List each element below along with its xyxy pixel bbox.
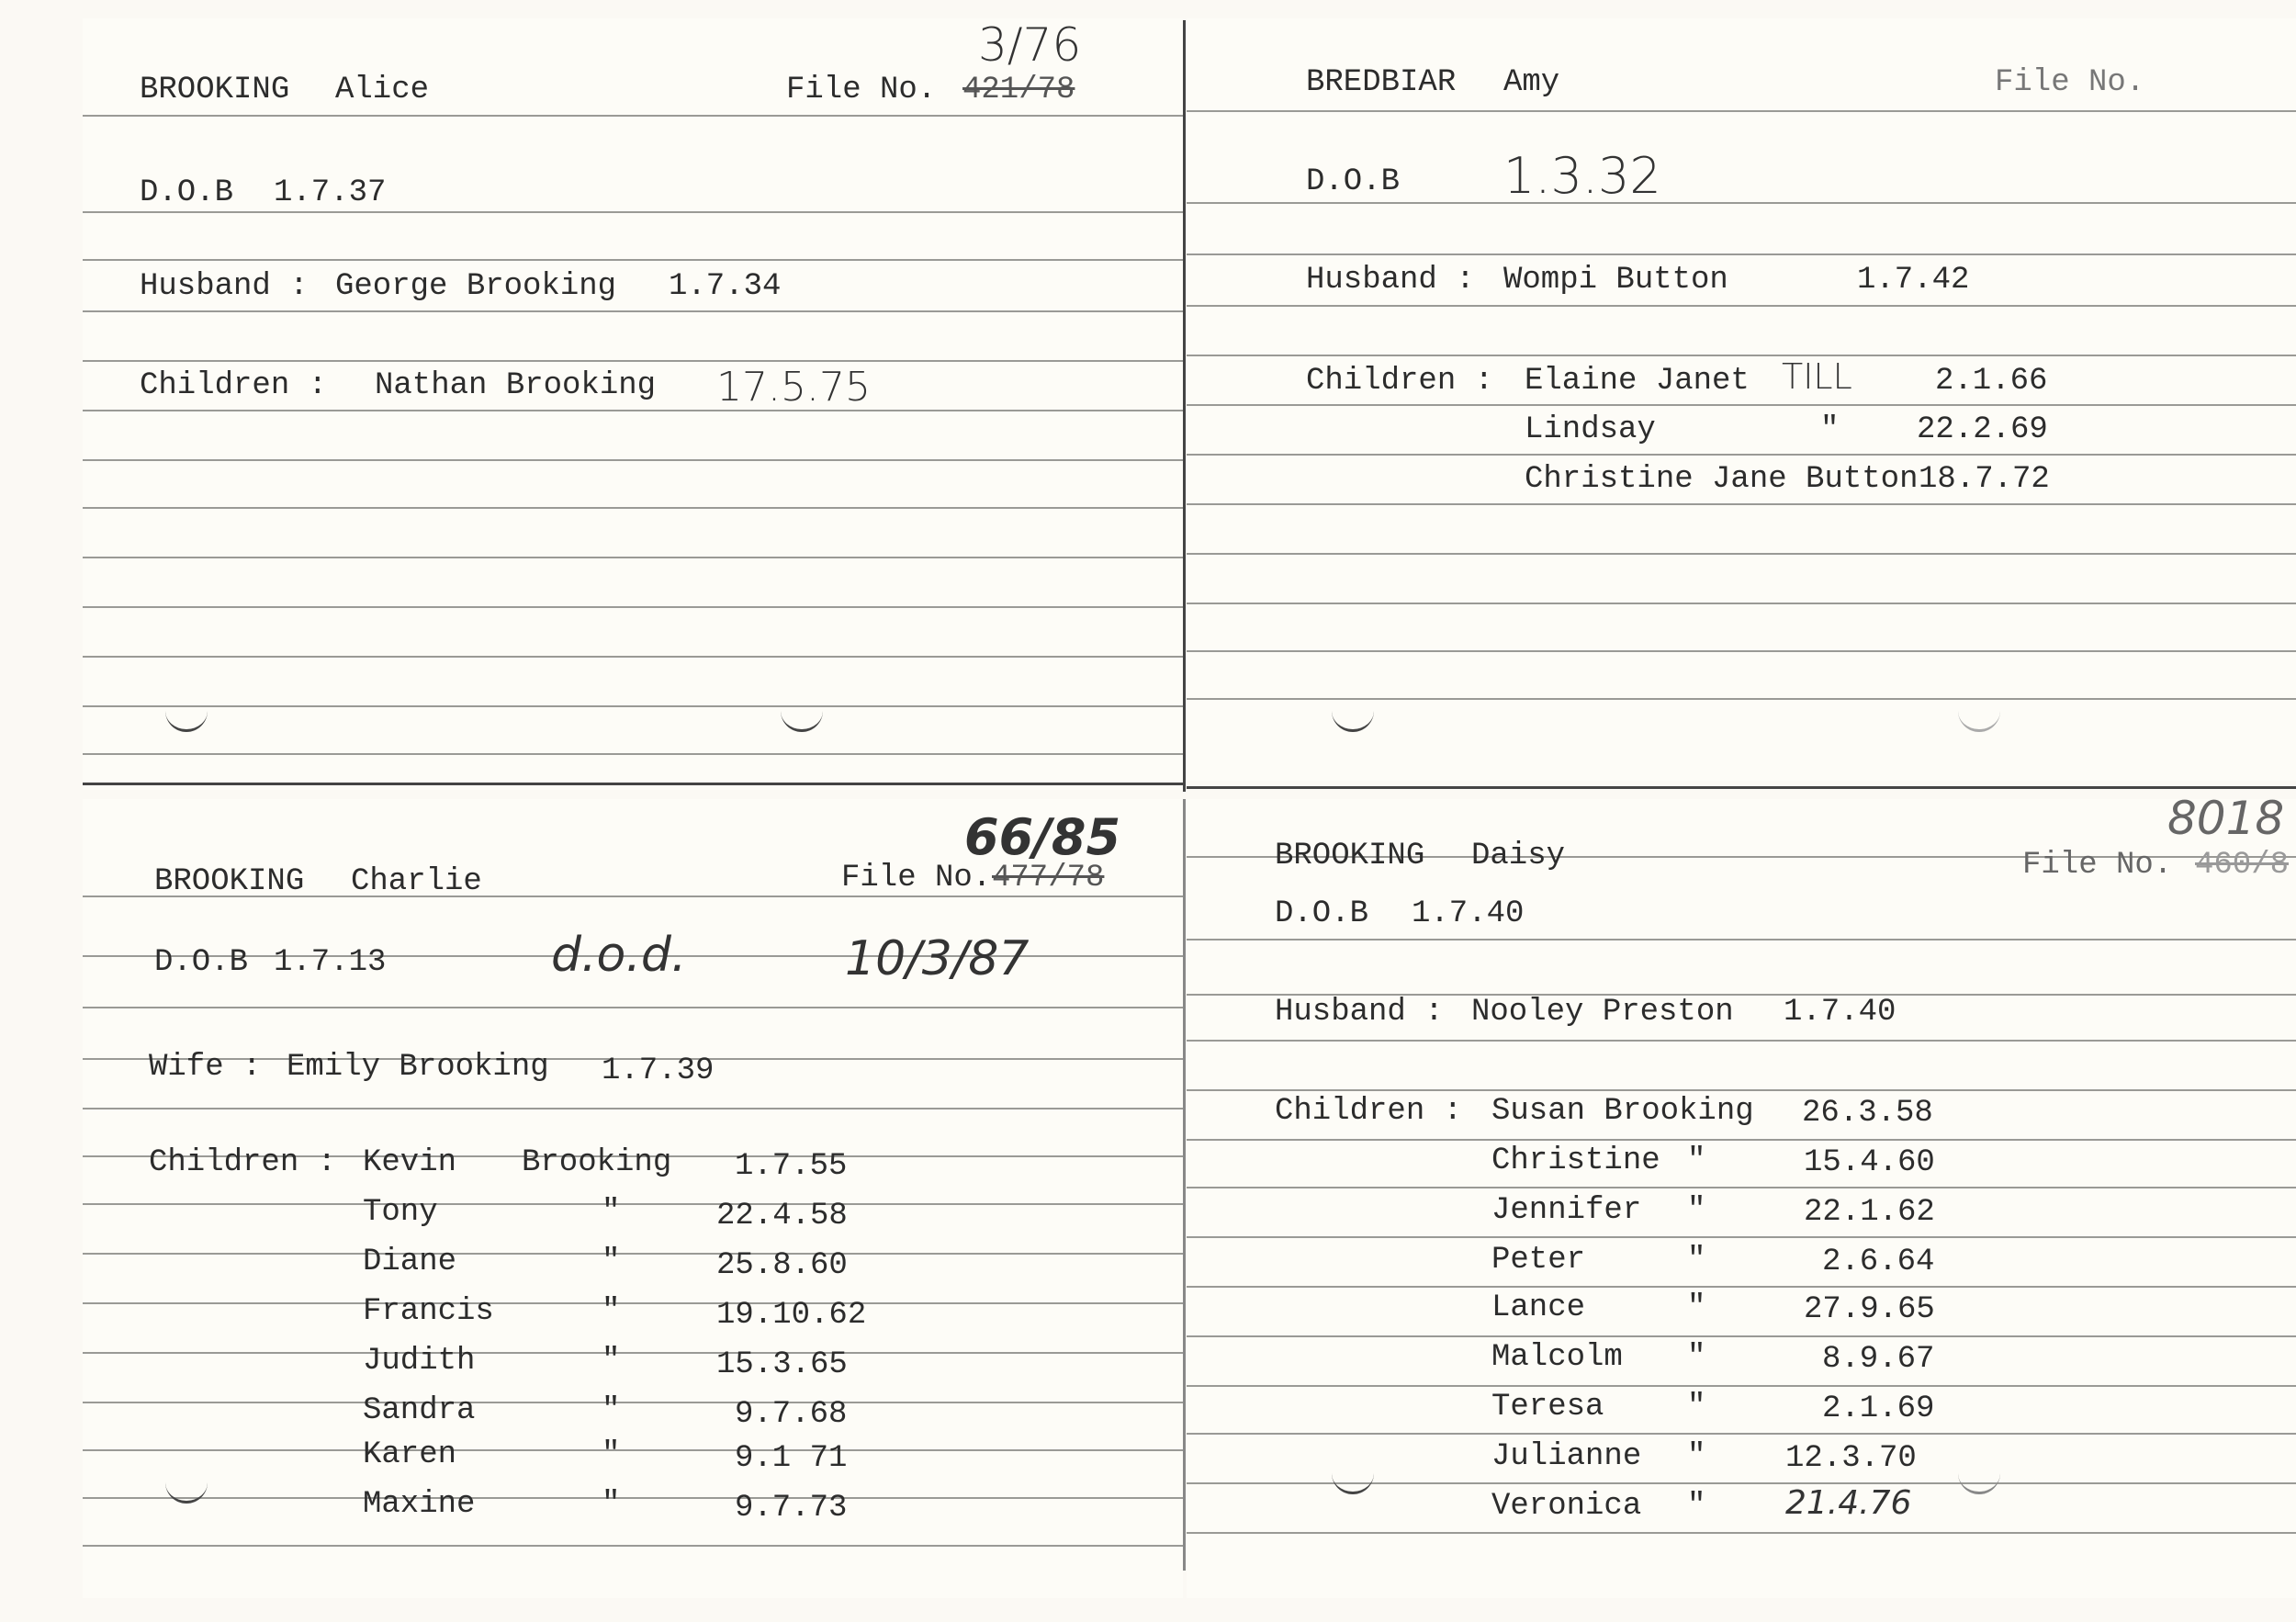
child-dob-handwritten: 21.4.76 <box>1785 1484 1912 1522</box>
child-note-handwritten: TILL <box>1782 356 1852 397</box>
child-name: Nathan Brooking <box>375 368 657 403</box>
child-name: Francis <box>363 1294 494 1329</box>
children-label: Children : <box>1306 364 1494 399</box>
children-label: Children : <box>149 1145 337 1180</box>
child-name: Judith <box>363 1344 476 1379</box>
children-label: Children : <box>140 368 328 403</box>
card-charlie-brooking <box>83 799 1183 1598</box>
child-dob: 26.3.58 <box>1802 1096 1933 1131</box>
dob-label: D.O.B <box>140 175 234 210</box>
child-dob: 22.1.62 <box>1804 1195 1935 1230</box>
child-name: Karen <box>363 1437 457 1472</box>
child-name: Teresa <box>1491 1390 1604 1425</box>
punch-hole-mark <box>1332 1471 1374 1494</box>
child-dob: 12.3.70 <box>1785 1441 1917 1476</box>
file-number-handwritten: 66/85 <box>964 808 1121 866</box>
child-ditto: " <box>1687 1439 1706 1474</box>
file-number-label: File No. <box>1995 65 2145 100</box>
card-alice-brooking <box>83 18 1183 790</box>
child-dob: 22.4.58 <box>716 1199 848 1233</box>
child-ditto: " <box>602 1393 621 1428</box>
child-dob: 27.9.65 <box>1804 1292 1935 1327</box>
child-dob: 15.4.60 <box>1804 1145 1935 1180</box>
child-dob: 1.7.55 <box>735 1149 848 1184</box>
punch-hole-mark <box>1958 1471 2000 1494</box>
card-given-name: Daisy <box>1471 839 1566 873</box>
child-ditto: " <box>1687 1143 1706 1178</box>
dob-label: D.O.B <box>1306 164 1401 199</box>
card-given-name: Amy <box>1503 65 1560 100</box>
spouse-name: Nooley Preston <box>1471 995 1734 1030</box>
child-ditto: " <box>1687 1243 1706 1278</box>
child-dob: 2.1.69 <box>1822 1391 1935 1426</box>
child-dob: 2.6.64 <box>1822 1245 1935 1279</box>
card-given-name: Charlie <box>351 864 482 899</box>
child-ditto: " <box>602 1437 621 1472</box>
dob-handwritten: 1.3.32 <box>1503 147 1661 205</box>
child-dob: 9.7.73 <box>735 1491 848 1526</box>
child-dob: 2.1.66 <box>1935 364 2048 399</box>
card-surname: BROOKING <box>154 864 305 899</box>
card-given-name: Alice <box>335 73 430 107</box>
child-ditto: " <box>1687 1340 1706 1375</box>
file-number-handwritten: 8018 <box>2167 792 2285 845</box>
child-name: Tony <box>363 1195 438 1230</box>
card-surname: BROOKING <box>140 73 290 107</box>
card-edge-divider <box>1183 799 1186 1571</box>
spouse-name: Wompi Button <box>1503 263 1728 298</box>
file-number-label: File No. <box>2022 848 2173 883</box>
children-label: Children : <box>1275 1094 1463 1129</box>
child-dob: 9.7.68 <box>735 1397 848 1432</box>
dod-label-handwritten: d.o.d. <box>551 928 687 983</box>
child-ditto: " <box>602 1195 621 1230</box>
spouse-dob: 1.7.34 <box>669 269 782 304</box>
child-dob: 15.3.65 <box>716 1347 848 1382</box>
spouse-label: Husband : <box>140 269 309 304</box>
dod-handwritten: 10/3/87 <box>845 931 1030 986</box>
dob-value: 1.7.40 <box>1412 896 1525 931</box>
punch-hole-mark <box>781 709 823 732</box>
child-ditto: " <box>602 1245 621 1279</box>
card-surname: BREDBIAR <box>1306 65 1457 100</box>
card-edge-divider <box>1187 786 2296 789</box>
child-name: Lindsay <box>1525 412 1656 447</box>
spouse-dob: 1.7.39 <box>602 1053 715 1088</box>
file-number-old: 421/78 <box>962 73 1075 107</box>
spouse-name: Emily Brooking <box>287 1050 549 1085</box>
child-dob: 22.2.69 <box>1917 412 2048 447</box>
dob-value: 1.7.13 <box>274 945 387 980</box>
file-number-old: 460/8 <box>2195 848 2290 883</box>
child-name: Lance <box>1491 1290 1586 1325</box>
card-edge-divider <box>83 783 1183 785</box>
child-name: Jennifer <box>1491 1193 1642 1228</box>
child-dob: 18.7.72 <box>1919 462 2050 497</box>
child-name: Julianne <box>1491 1439 1642 1474</box>
child-dob: 25.8.60 <box>716 1248 848 1283</box>
spouse-label: Husband : <box>1275 995 1444 1030</box>
file-number-label: File No. <box>841 861 992 895</box>
dob-value: 1.7.37 <box>274 175 387 210</box>
child-name: Elaine Janet <box>1525 364 1750 399</box>
child-dob-handwritten: 17.5.75 <box>716 364 871 411</box>
file-number-old: 477/78 <box>992 861 1105 895</box>
file-number-label: File No. <box>786 73 937 107</box>
spouse-dob: 1.7.42 <box>1857 263 1970 298</box>
card-surname: BROOKING <box>1275 839 1425 873</box>
child-dob: 9.1 71 <box>735 1441 848 1476</box>
child-name: Peter <box>1491 1243 1586 1278</box>
spouse-label: Wife : <box>149 1050 262 1085</box>
child-name: Malcolm <box>1491 1340 1623 1375</box>
child-name: Kevin <box>363 1145 457 1180</box>
child-ditto: " <box>1820 412 1840 447</box>
child-dob: 8.9.67 <box>1822 1342 1935 1377</box>
child-ditto: " <box>602 1487 621 1522</box>
file-number-handwritten: 3/76 <box>978 18 1082 72</box>
punch-hole-mark <box>165 709 208 732</box>
punch-hole-mark <box>1958 709 2000 732</box>
child-name: Christine Jane Button <box>1525 462 1919 497</box>
child-ditto: " <box>1687 1390 1706 1425</box>
spouse-name: George Brooking <box>335 269 617 304</box>
child-ditto: " <box>1687 1193 1706 1228</box>
child-name: Veronica <box>1491 1489 1642 1524</box>
punch-hole-mark <box>1332 709 1374 732</box>
child-ditto: " <box>602 1344 621 1379</box>
punch-hole-mark <box>165 1481 208 1504</box>
child-name: Sandra <box>363 1393 476 1428</box>
child-name: Susan Brooking <box>1491 1094 1754 1129</box>
card-amy-bredbiar <box>1187 18 2296 781</box>
child-ditto: " <box>1687 1489 1706 1524</box>
spouse-label: Husband : <box>1306 263 1475 298</box>
child-ditto: " <box>602 1294 621 1329</box>
child-name: Christine <box>1491 1143 1660 1178</box>
child-ditto: " <box>1687 1290 1706 1325</box>
dob-label: D.O.B <box>154 945 249 980</box>
child-name: Maxine <box>363 1487 476 1522</box>
card-daisy-brooking <box>1187 792 2296 1598</box>
child-surname: Brooking <box>522 1145 672 1180</box>
child-dob: 19.10.62 <box>716 1298 867 1333</box>
card-edge-divider <box>1183 20 1186 792</box>
spouse-dob: 1.7.40 <box>1784 995 1896 1030</box>
child-name: Diane <box>363 1245 457 1279</box>
dob-label: D.O.B <box>1275 896 1369 931</box>
